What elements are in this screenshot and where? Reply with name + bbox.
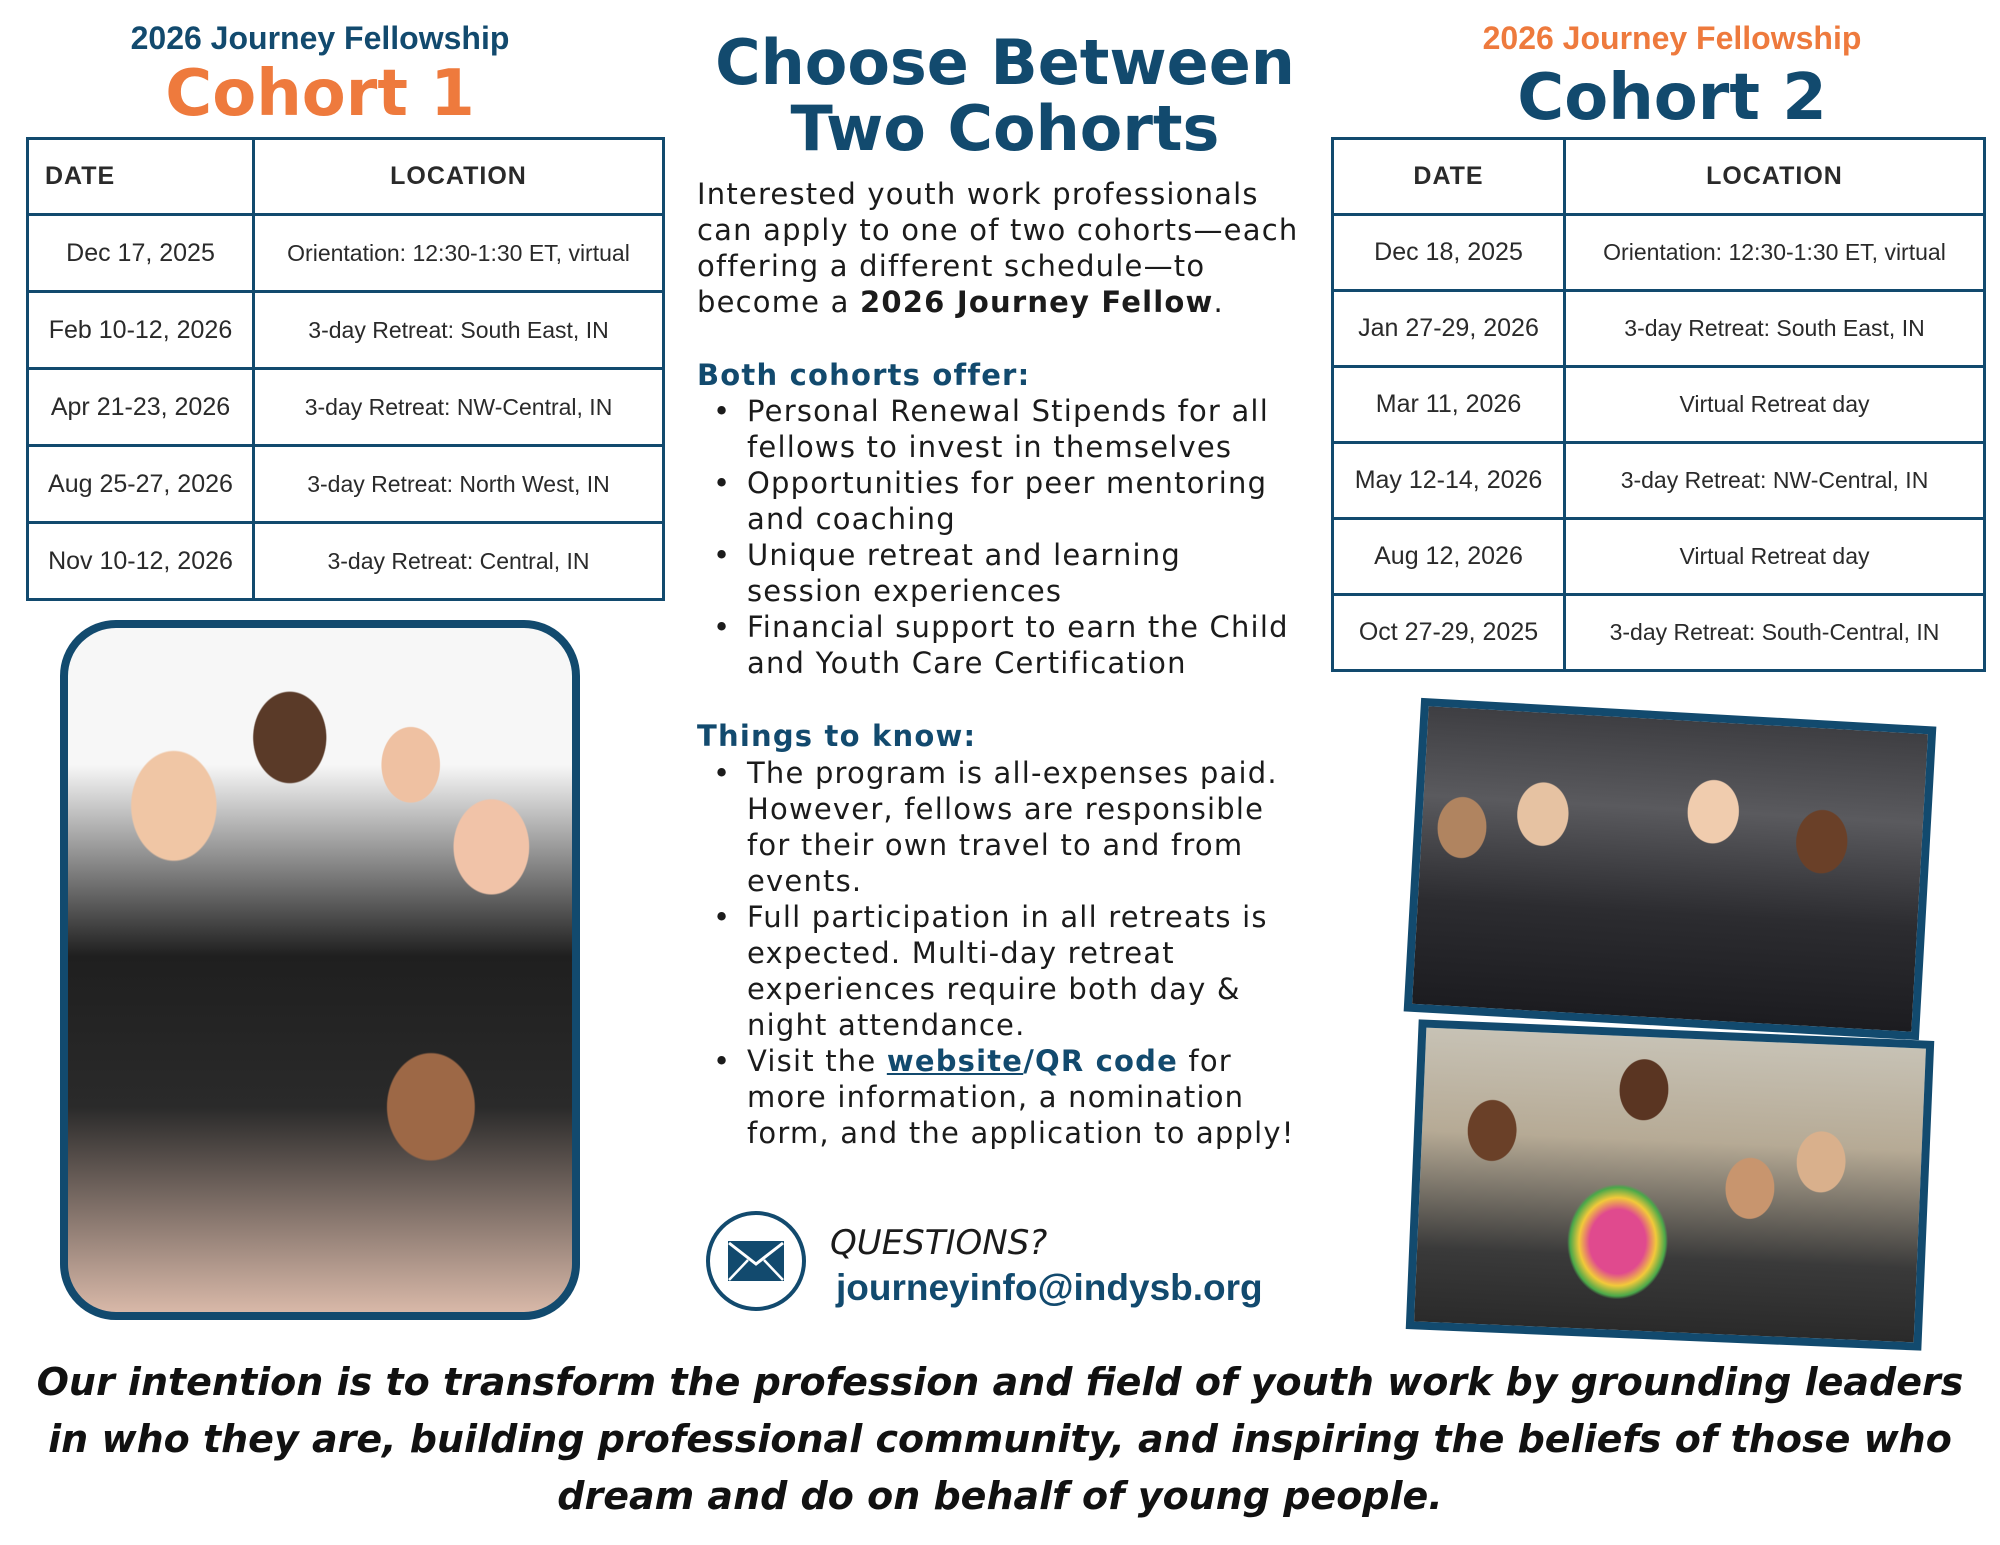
cohort2-group-photo <box>1406 1019 1935 1350</box>
table-cell-location: 3-day Retreat: South-Central, IN <box>1565 595 1985 671</box>
page-title-line2: Two Cohorts <box>790 92 1220 165</box>
offers-list <box>697 393 1337 681</box>
list-item-line: • Full participation in all retreats is <box>747 900 1268 934</box>
intro-line: offering a different schedule—to <box>697 249 1206 283</box>
table-cell-location: Orientation: 12:30-1:30 ET, virtual <box>1565 215 1985 291</box>
table-cell-date: Apr 21-23, 2026 <box>28 369 254 446</box>
table-cell-location: 3-day Retreat: NW-Central, IN <box>1565 443 1985 519</box>
table-cell-date: Aug 12, 2026 <box>1333 519 1565 595</box>
list-item-line: session experiences <box>747 574 1063 608</box>
date-header: DATE <box>28 139 254 215</box>
list-item <box>697 465 1337 537</box>
fellow-title-bold: 2026 Journey Fellow <box>860 285 1214 319</box>
table-cell-date: Jan 27-29, 2026 <box>1333 291 1565 367</box>
table-cell-date: May 12-14, 2026 <box>1333 443 1565 519</box>
intro-text: become a <box>697 285 861 319</box>
cohort1-schedule-table <box>26 137 665 601</box>
intro-paragraph <box>697 176 1337 320</box>
list-item-line: • Financial support to earn the Child <box>747 610 1289 644</box>
list-item-line: and coaching <box>747 502 956 536</box>
date-header: DATE <box>1333 139 1565 215</box>
table-cell-date: Mar 11, 2026 <box>1333 367 1565 443</box>
cohort1-eyebrow: 2026 Journey Fellowship <box>130 20 510 56</box>
list-item <box>697 755 1337 899</box>
intro-text: . <box>1213 285 1224 319</box>
table-cell-date: Aug 25-27, 2026 <box>28 446 254 523</box>
cohort1-group-photo <box>60 620 580 1320</box>
table-cell-location: 3-day Retreat: South East, IN <box>254 292 664 369</box>
list-item-line <box>747 1043 1337 1079</box>
intro-line: can apply to one of two cohorts—each <box>697 213 1299 247</box>
envelope-icon <box>706 1211 806 1311</box>
website-link[interactable]: website <box>886 1044 1024 1078</box>
cohort2-schedule-table <box>1331 137 1986 672</box>
intro-line: Interested youth work professionals <box>697 177 1259 211</box>
list-item-line: • Opportunities for peer mentoring <box>747 466 1268 500</box>
list-item-line: more information, a nomination <box>747 1080 1245 1114</box>
questions-label: QUESTIONS? <box>830 1223 1048 1263</box>
list-item-line: night attendance. <box>747 1008 1026 1042</box>
list-item <box>697 537 1337 609</box>
page-title <box>690 26 1320 165</box>
page-title-line1: Choose Between <box>715 26 1295 99</box>
cohort2-title: Cohort 2 <box>1517 61 1827 135</box>
location-header: LOCATION <box>254 139 664 215</box>
table-cell-date: Oct 27-29, 2025 <box>1333 595 1565 671</box>
table-cell-date: Nov 10-12, 2026 <box>28 523 254 600</box>
list-item-line: events. <box>747 864 863 898</box>
list-item-line: • Unique retreat and learning <box>747 538 1181 572</box>
list-item-line: for their own travel to and from <box>747 828 1244 862</box>
table-cell-date: Feb 10-12, 2026 <box>28 292 254 369</box>
list-item <box>697 899 1337 1043</box>
visit-text: Visit the <box>747 1044 887 1078</box>
table-cell-date: Dec 17, 2025 <box>28 215 254 292</box>
list-item-line: form, and the application to apply! <box>747 1116 1295 1150</box>
list-item-line: • The program is all-expenses paid. <box>747 756 1278 790</box>
list-item-line: However, fellows are responsible <box>747 792 1265 826</box>
table-cell-date: Dec 18, 2025 <box>1333 215 1565 291</box>
list-item <box>697 609 1337 681</box>
mission-line: dream and do on behalf of young people. <box>557 1474 1443 1518</box>
mission-statement <box>30 1354 1970 1525</box>
table-cell-location: 3-day Retreat: North West, IN <box>254 446 664 523</box>
cohort2-eyebrow: 2026 Journey Fellowship <box>1482 20 1862 56</box>
visit-text: for <box>1178 1044 1232 1078</box>
list-item-line: • Personal Renewal Stipends for all <box>747 394 1269 428</box>
contact-email-link[interactable]: journeyinfo@indysb.org <box>836 1267 1263 1308</box>
list-item <box>697 393 1337 465</box>
location-header: LOCATION <box>1565 139 1985 215</box>
table-cell-location: Virtual Retreat day <box>1565 367 1985 443</box>
list-item-line: expected. Multi-day retreat <box>747 936 1175 970</box>
table-cell-location: 3-day Retreat: NW-Central, IN <box>254 369 664 446</box>
things-to-know-heading: Things to know: <box>697 719 977 753</box>
list-item-line: and Youth Care Certification <box>747 646 1187 680</box>
mission-line: Our intention is to transform the profession and field of youth work by grounding leaders <box>36 1360 1964 1404</box>
offers-heading: Both cohorts offer: <box>697 358 1031 392</box>
qr-code-text: /QR code <box>1023 1044 1178 1078</box>
intro-line <box>697 284 1337 320</box>
table-cell-location: 3-day Retreat: Central, IN <box>254 523 664 600</box>
mission-line: in who they are, building professional community, and inspiring the beliefs of those who <box>48 1417 1952 1461</box>
list-item-line: fellows to invest in themselves <box>747 430 1233 464</box>
cohort1-title: Cohort 1 <box>165 57 475 131</box>
list-item <box>697 1043 1337 1151</box>
things-to-know-list <box>697 755 1337 1151</box>
table-cell-location: Virtual Retreat day <box>1565 519 1985 595</box>
cohort2-train-photo <box>1404 698 1937 1040</box>
list-item-line: experiences require both day & <box>747 972 1241 1006</box>
envelope-icon-graphic <box>727 1240 785 1282</box>
table-cell-location: Orientation: 12:30-1:30 ET, virtual <box>254 215 664 292</box>
table-cell-location: 3-day Retreat: South East, IN <box>1565 291 1985 367</box>
